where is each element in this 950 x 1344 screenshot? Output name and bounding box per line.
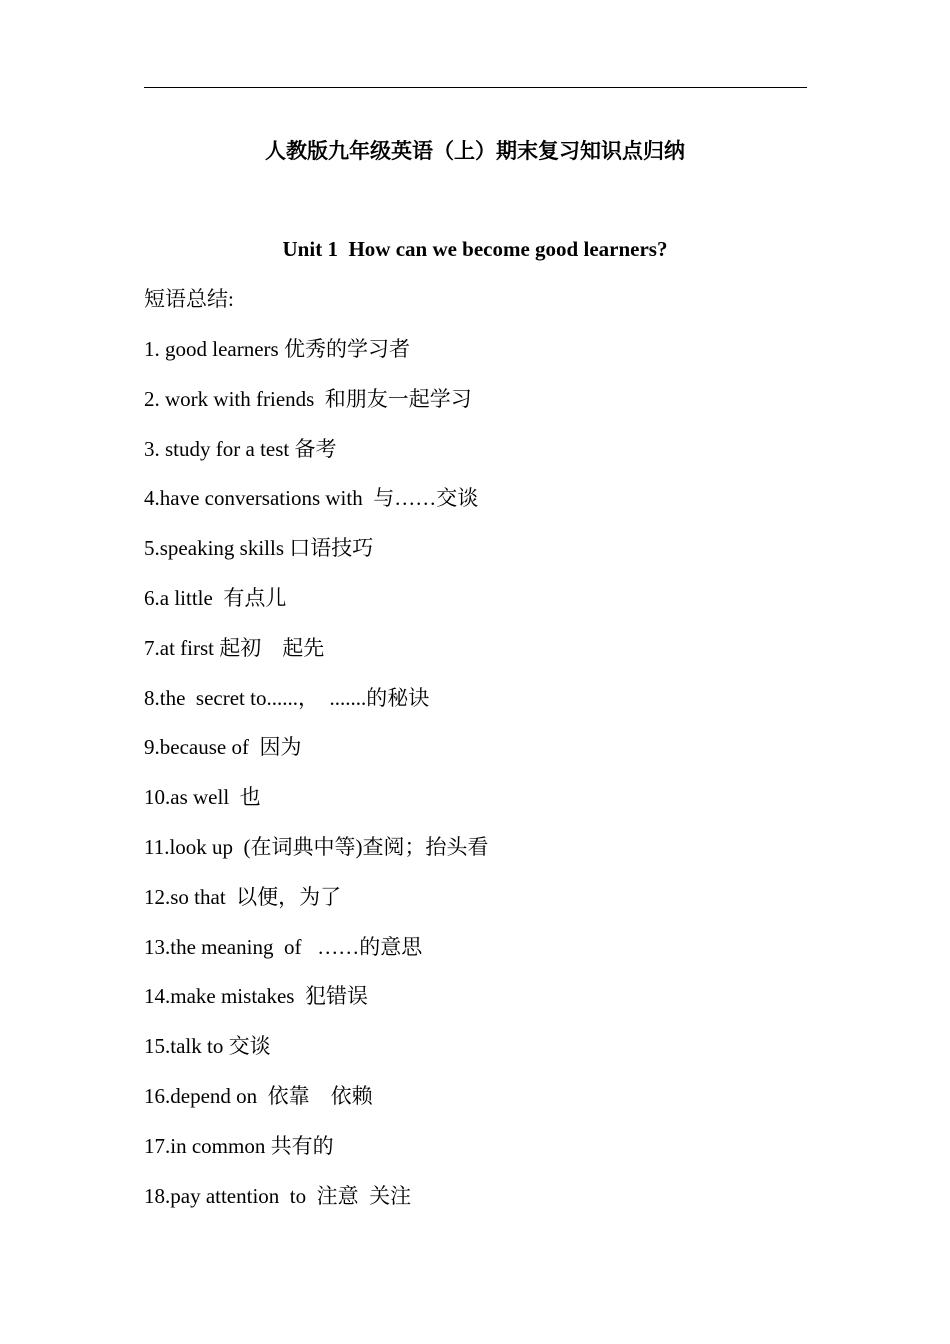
phrase-item: 4.have conversations with 与……交谈	[144, 486, 479, 511]
header-rule	[144, 87, 807, 88]
phrase-item: 6.a little 有点儿	[144, 585, 287, 610]
phrase-item: 3. study for a test 备考	[144, 436, 337, 461]
phrase-item: 5.speaking skills 口语技巧	[144, 536, 374, 561]
phrase-item: 11.look up (在词典中等)查阅；抬头看	[144, 834, 489, 859]
unit-title: Unit 1 How can we become good learners?	[282, 237, 668, 261]
phrase-item: 15.talk to 交谈	[144, 1034, 271, 1059]
section-label: 短语总结:	[144, 287, 234, 311]
phrase-item: 12.so that 以便，为了	[144, 884, 342, 909]
phrase-item: 10.as well 也	[144, 785, 261, 810]
phrase-list	[144, 334, 824, 1230]
phrase-item: 16.depend on 依靠 依赖	[144, 1083, 373, 1108]
phrase-item: 14.make mistakes 犯错误	[144, 984, 368, 1009]
phrase-item: 1. good learners 优秀的学习者	[144, 337, 410, 361]
phrase-item: 13.the meaning of ……的意思	[144, 934, 423, 959]
phrase-item: 17.in common 共有的	[144, 1133, 334, 1158]
phrase-item: 18.pay attention to 注意 关注	[144, 1183, 412, 1208]
document-title: 人教版九年级英语（上）期末复习知识点归纳	[265, 139, 685, 163]
phrase-item: 2. work with friends 和朋友一起学习	[144, 386, 472, 411]
phrase-item: 9.because of 因为	[144, 735, 302, 760]
phrase-item: 7.at first 起初 起先	[144, 635, 325, 660]
phrase-item: 8.the secret to......， .......的秘诀	[144, 685, 430, 710]
